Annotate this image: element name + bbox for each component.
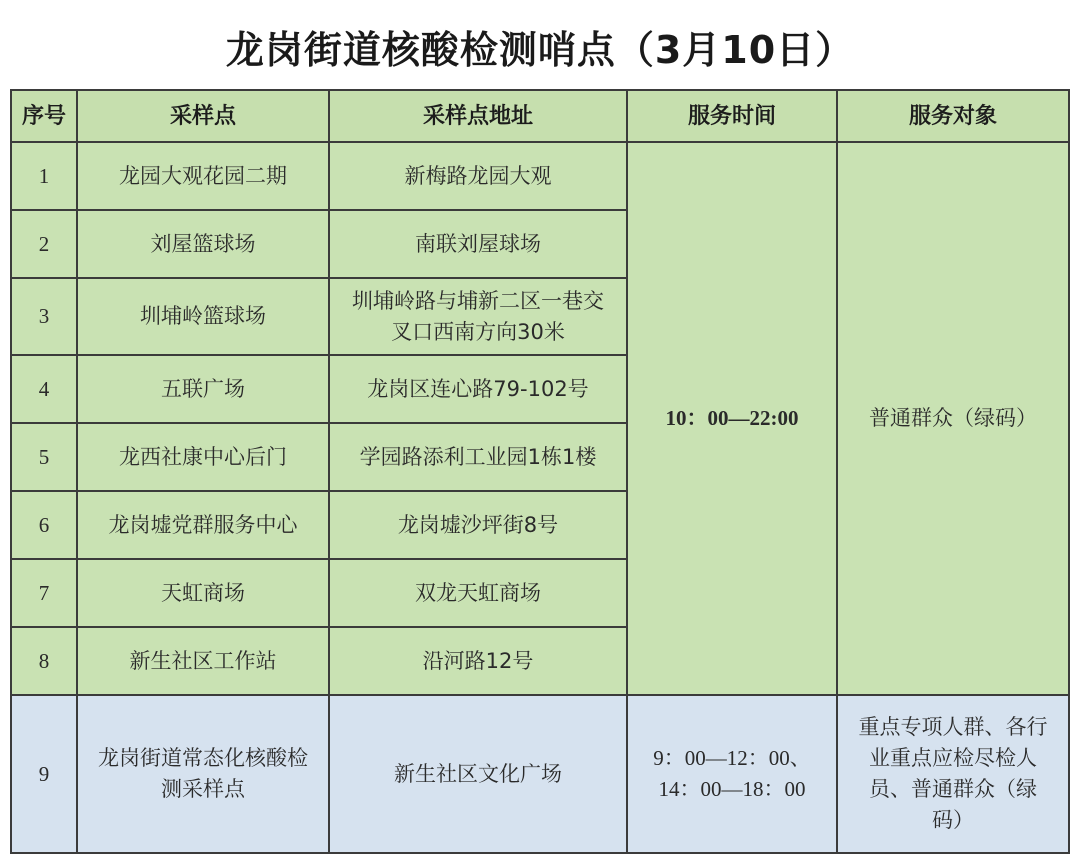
site-address: 南联刘屋球场 — [329, 210, 627, 278]
table-row — [11, 142, 1069, 210]
site-name: 龙园大观花园二期 — [77, 142, 329, 210]
service-time-line: 14：00—18：00 — [658, 777, 806, 801]
row-number: 6 — [11, 491, 77, 559]
shared-audience: 普通群众（绿码） — [837, 142, 1069, 695]
header-site: 采样点 — [77, 90, 329, 142]
address-line: 圳埔岭路与埔新二区一巷交 — [352, 288, 604, 313]
header-number: 序号 — [11, 90, 77, 142]
site-name: 天虹商场 — [77, 559, 329, 627]
site-address: 双龙天虹商场 — [329, 559, 627, 627]
row-number: 8 — [11, 627, 77, 695]
site-name: 五联广场 — [77, 355, 329, 423]
row-number: 2 — [11, 210, 77, 278]
audience-line: 业重点应检尽检人 — [869, 746, 1037, 770]
site-name-line: 龙岗街道常态化核酸检 — [98, 746, 308, 770]
site-address: 龙岗墟沙坪街8号 — [329, 491, 627, 559]
row-number: 7 — [11, 559, 77, 627]
shared-service-time: 10：00—22:00 — [627, 142, 837, 695]
header-service-time: 服务时间 — [627, 90, 837, 142]
site-name-line: 测采样点 — [161, 777, 245, 801]
audience — [837, 695, 1069, 853]
audience-line: 重点专项人群、各行 — [858, 715, 1048, 739]
table-row — [11, 695, 1069, 853]
row-number: 4 — [11, 355, 77, 423]
row-number: 5 — [11, 423, 77, 491]
site-name: 龙西社康中心后门 — [77, 423, 329, 491]
site-address: 学园路添利工业园1栋1楼 — [329, 423, 627, 491]
row-number: 9 — [11, 695, 77, 853]
page-title: 龙岗街道核酸检测哨点（3月10日） — [225, 28, 855, 72]
row-number: 1 — [11, 142, 77, 210]
site-name — [77, 695, 329, 853]
audience-line: 码） — [932, 808, 974, 832]
site-name: 新生社区工作站 — [77, 627, 329, 695]
site-name: 龙岗墟党群服务中心 — [77, 491, 329, 559]
site-address: 新梅路龙园大观 — [329, 142, 627, 210]
site-name: 圳埔岭篮球场 — [77, 278, 329, 355]
header-address: 采样点地址 — [329, 90, 627, 142]
site-address — [329, 278, 627, 355]
header-audience: 服务对象 — [837, 90, 1069, 142]
address-line: 叉口西南方向30米 — [391, 319, 565, 344]
table-header-row — [11, 90, 1069, 142]
site-name: 刘屋篮球场 — [77, 210, 329, 278]
testing-sites-table — [10, 89, 1070, 854]
service-time — [627, 695, 837, 853]
site-address: 新生社区文化广场 — [329, 695, 627, 853]
site-address: 龙岗区连心路79-102号 — [329, 355, 627, 423]
service-time-line: 9：00—12：00、 — [653, 746, 811, 770]
audience-line: 员、普通群众（绿 — [869, 777, 1037, 801]
row-number: 3 — [11, 278, 77, 355]
site-address: 沿河路12号 — [329, 627, 627, 695]
